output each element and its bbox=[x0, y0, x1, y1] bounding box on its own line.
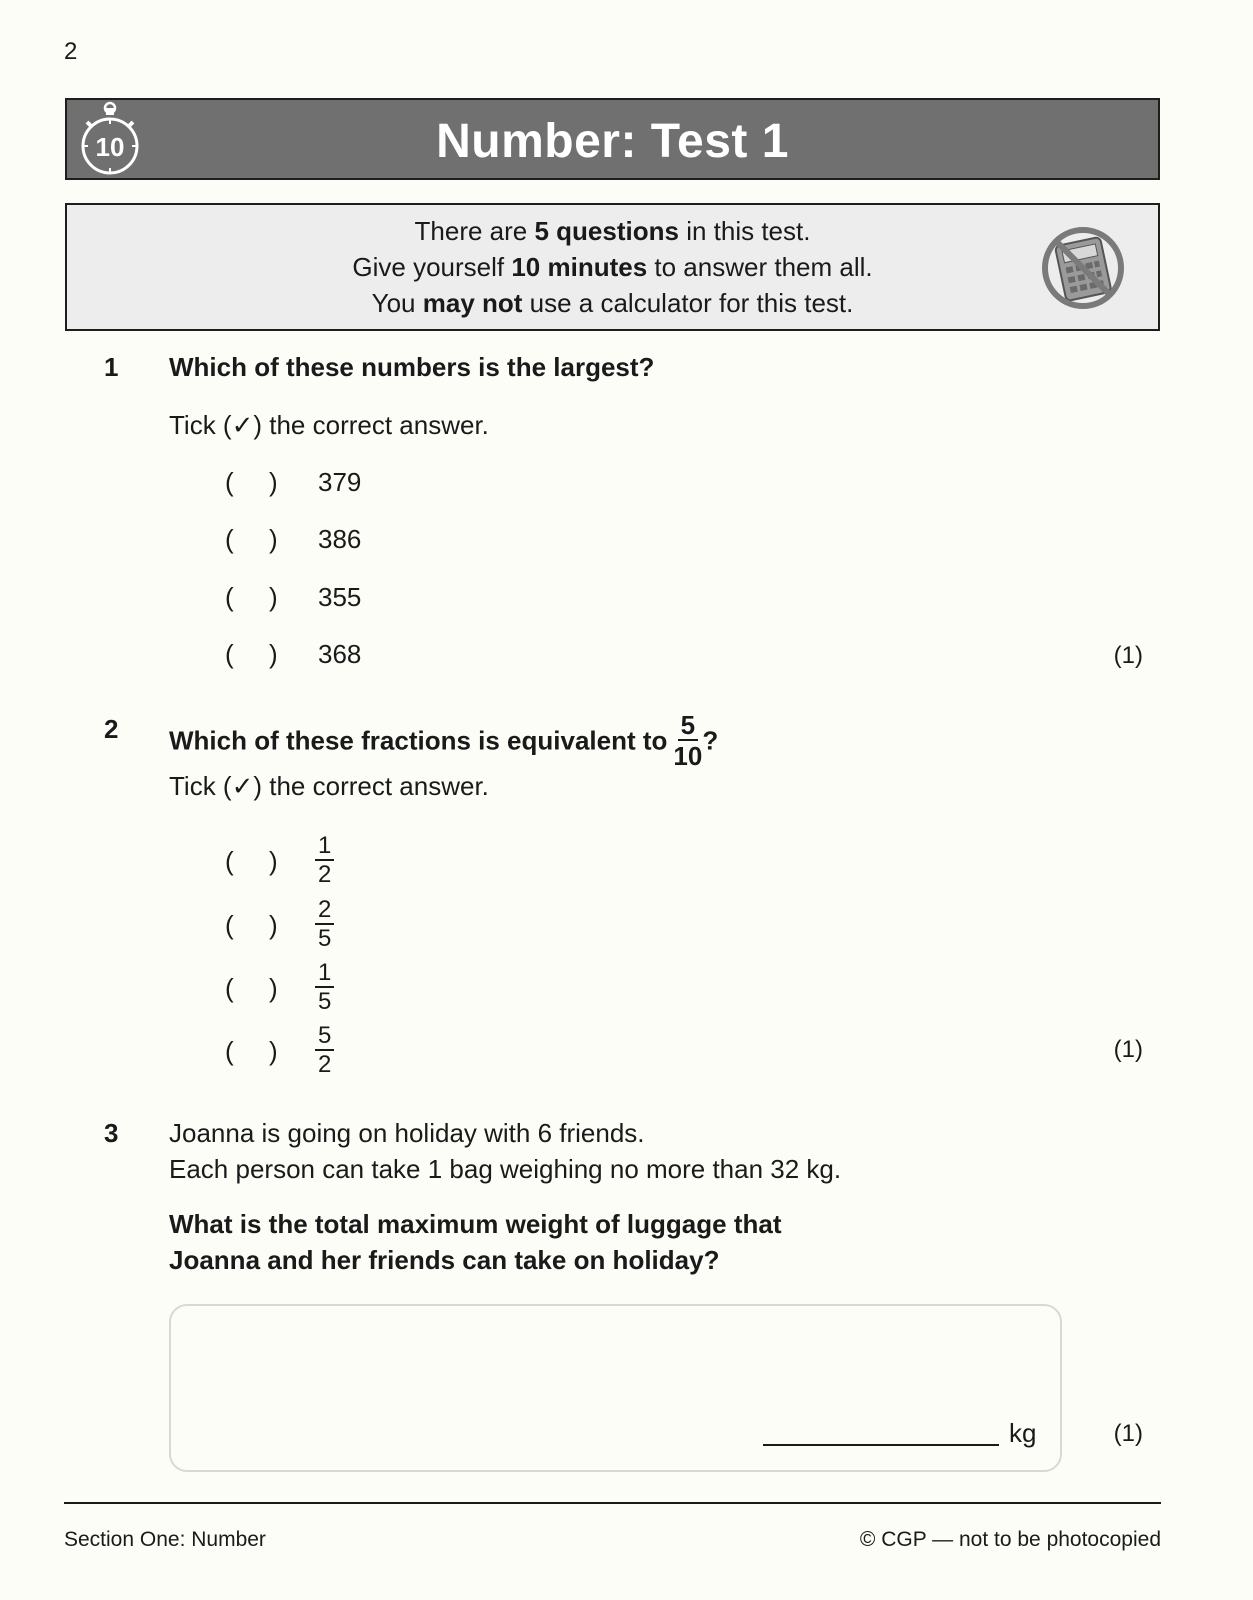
question-3-line-2: Each person can take 1 bag weighing no more than 32 kg. bbox=[169, 1154, 842, 1184]
tick-box-open: ( bbox=[225, 973, 234, 1003]
tick-box-open: ( bbox=[225, 524, 234, 554]
tick-box-close: ) bbox=[269, 910, 278, 940]
footer-copyright: © CGP — not to be photocopied bbox=[859, 1528, 1161, 1551]
question-2-fraction: $\frac{5}{10}$ bbox=[673, 710, 703, 771]
question-2-marks: (1) bbox=[1113, 1036, 1143, 1063]
title-bar bbox=[65, 98, 1160, 180]
tick-box-close: ) bbox=[269, 582, 278, 612]
info-line-3: You may not use a calculator for this test. bbox=[371, 288, 854, 318]
page-number: 2 bbox=[64, 38, 78, 65]
question-3-marks: (1) bbox=[1113, 1420, 1143, 1447]
question-2-text: Which of these fractions is equivalent to $\frac{5}{10}$ ? bbox=[169, 710, 719, 771]
timer-minutes: 10 bbox=[95, 132, 125, 162]
tick-box-close: ) bbox=[269, 524, 278, 554]
option-value: 368 bbox=[318, 639, 362, 669]
option-fraction: $\frac{1}{2}$ bbox=[315, 834, 334, 887]
tick-box-open: ( bbox=[225, 846, 234, 876]
question-3-text-line-2: Joanna and her friends can take on holiday? bbox=[169, 1245, 720, 1275]
question-3-line-1: Joanna is going on holiday with 6 friends. bbox=[169, 1118, 645, 1148]
question-2-instruction: Tick (✓) the correct answer. bbox=[169, 771, 489, 801]
question-2-number: 2 bbox=[104, 714, 119, 744]
tick-box-open: ( bbox=[225, 910, 234, 940]
question-1-number: 1 bbox=[104, 352, 119, 382]
option-value: 355 bbox=[318, 582, 362, 612]
tick-box-open: ( bbox=[225, 582, 234, 612]
tick-box-close: ) bbox=[269, 639, 278, 669]
answer-line[interactable] bbox=[763, 1444, 999, 1446]
tick-box-close: ) bbox=[269, 846, 278, 876]
option-fraction: $\frac{5}{2}$ bbox=[315, 1024, 334, 1077]
answer-unit: kg bbox=[1009, 1418, 1037, 1448]
question-1-text: Which of these numbers is the largest? bbox=[169, 352, 655, 382]
answer-box[interactable] bbox=[169, 1304, 1062, 1472]
info-line-1: There are 5 questions in this test. bbox=[414, 216, 811, 246]
tick-box-open: ( bbox=[225, 1036, 234, 1066]
page-title: Number: Test 1 bbox=[436, 115, 789, 168]
instructions-box bbox=[65, 203, 1160, 331]
tick-box-open: ( bbox=[225, 467, 234, 497]
tick-box-close: ) bbox=[269, 973, 278, 1003]
question-1-instruction: Tick (✓) the correct answer. bbox=[169, 410, 489, 440]
tick-box-close: ) bbox=[269, 1036, 278, 1066]
footer-divider bbox=[64, 1502, 1161, 1504]
option-value: 386 bbox=[318, 524, 362, 554]
no-calculator-icon bbox=[1038, 223, 1128, 313]
question-3-text-line-1: What is the total maximum weight of luggage that bbox=[169, 1209, 782, 1239]
info-line-2: Give yourself 10 minutes to answer them all. bbox=[352, 252, 873, 282]
question-1-marks: (1) bbox=[1113, 642, 1143, 669]
option-fraction: $\frac{2}{5}$ bbox=[315, 898, 334, 951]
footer-section: Section One: Number bbox=[64, 1528, 266, 1551]
option-value: 379 bbox=[318, 467, 362, 497]
option-fraction: $\frac{1}{5}$ bbox=[315, 961, 334, 1014]
tick-box-open: ( bbox=[225, 639, 234, 669]
question-3-number: 3 bbox=[104, 1118, 119, 1148]
tick-box-close: ) bbox=[269, 467, 278, 497]
